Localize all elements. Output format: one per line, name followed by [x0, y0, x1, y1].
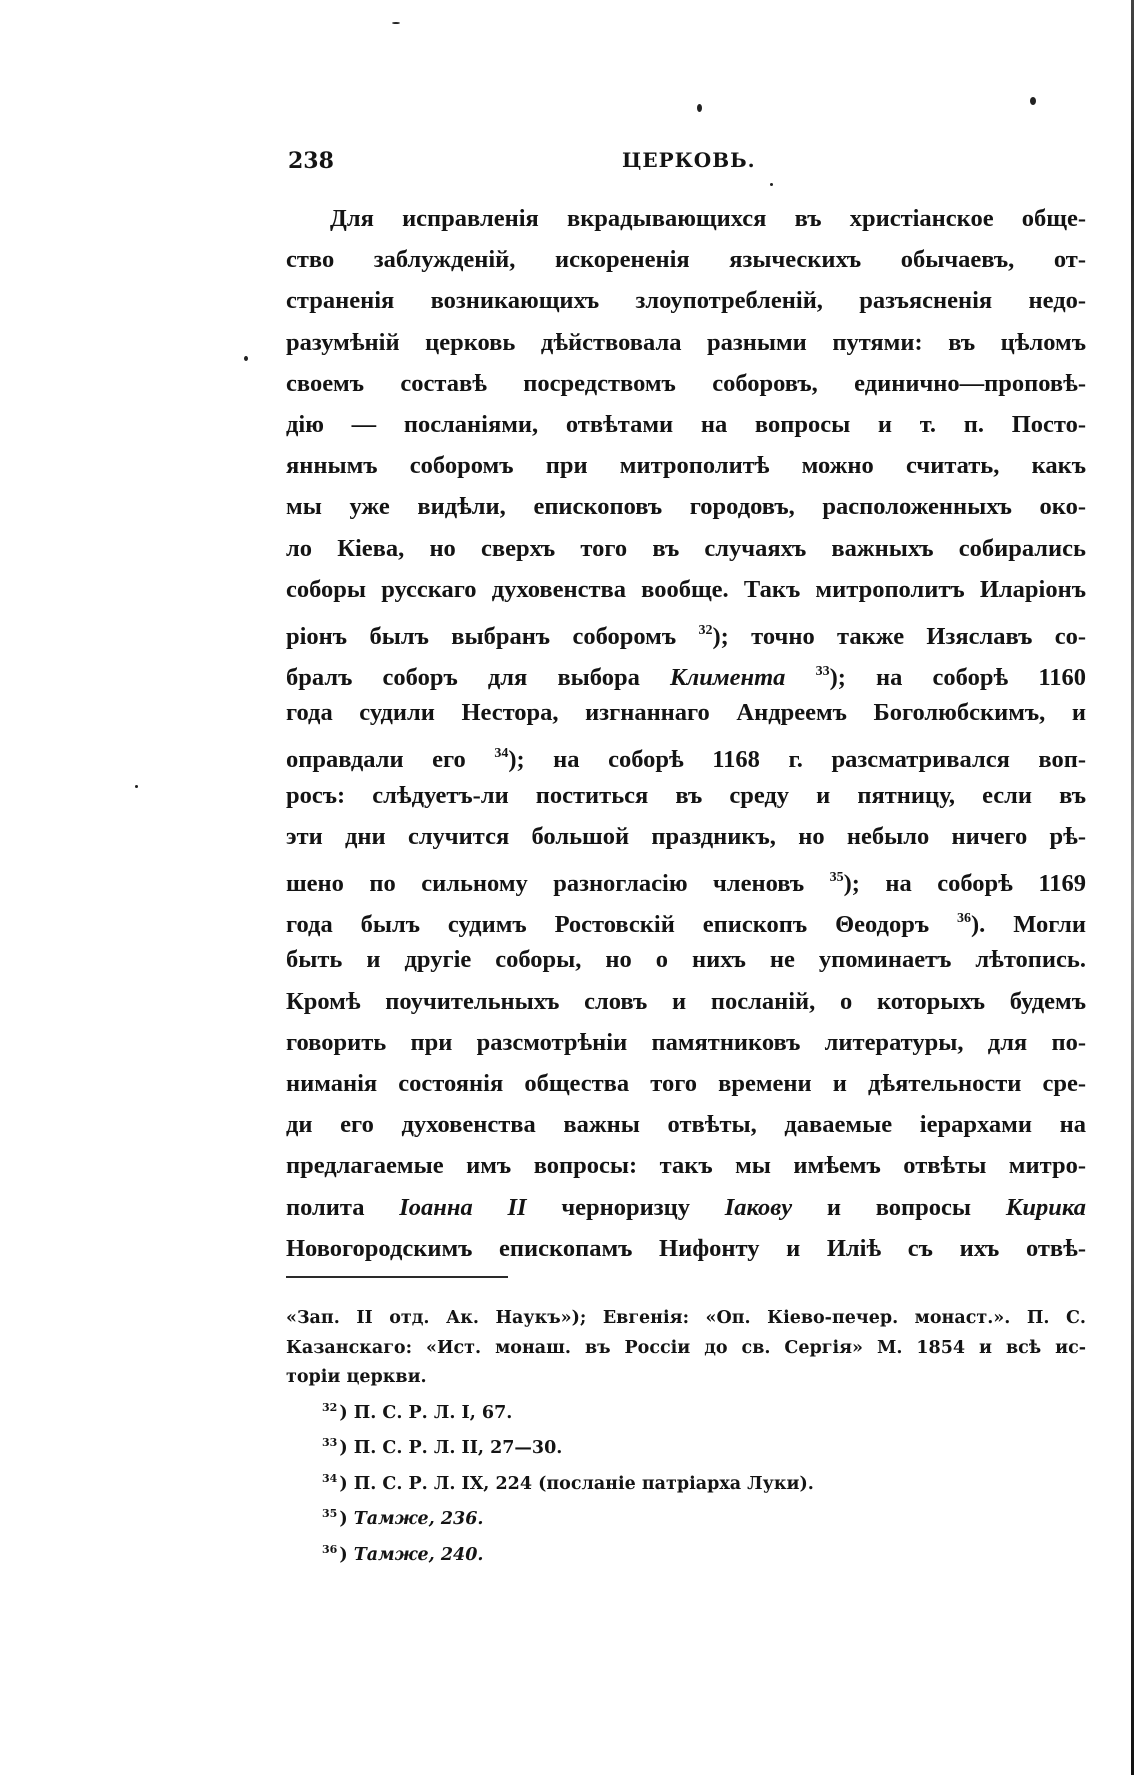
footnote-number: 32 [322, 1400, 338, 1414]
text-line: своемъ составѣ посредствомъ соборовъ, единично—проповѣ- [286, 369, 1086, 397]
footnote-text: Тамже, 240. [353, 1544, 484, 1565]
body-text [286, 198, 1086, 1269]
text-line: говорить при разсмотрѣніи памятниковъ литературы, для по- [286, 1028, 1086, 1056]
text-line: росъ: слѣдуетъ-ли поститься въ среду и пятницу, если въ [286, 781, 1086, 809]
text-line: дію — посланіями, отвѣтами на вопросы и т. п. Посто- [286, 410, 1086, 438]
footnote-item: $^{34}$ ) П. С. Р. Л. IX, 224 (посланіе патріарха Луки). [322, 1471, 814, 1494]
text-line: мы уже видѣли, епископовъ городовъ, расположенныхъ око- [286, 493, 1086, 521]
footnote-text: П. С. Р. Л. I, 67. [353, 1402, 513, 1423]
footnote-item: $^{32}$ ) П. С. Р. Л. I, 67. [322, 1400, 513, 1423]
text-line: ди его духовенства важны отвѣты, даваемые іерархами на [286, 1111, 1086, 1139]
footnote-item: $^{35}$ ) Тамже, 236. [322, 1507, 484, 1529]
text-line: яннымъ соборомъ при митрополитѣ можно считать, какъ [286, 452, 1086, 480]
footnote-continuation-line: «Зап. II отд. Ак. Наукъ»); Евгенія: «Оп. Кіево-печер. монаст.». П. С. [286, 1308, 1086, 1328]
page-number: 238 [288, 148, 334, 174]
footnote-number: 34 [322, 1471, 338, 1485]
footnote-number: 33 [322, 1436, 338, 1449]
text-line: эти дни случится большой праздникъ, но небыло ничего рѣ- [286, 822, 1086, 850]
scan-speck [1030, 97, 1036, 105]
text-line: ство заблужденій, искорененія языческихъ обычаевъ, от- [286, 246, 1086, 274]
footnote-rule [286, 1276, 508, 1278]
footnote-number: 36 [322, 1542, 338, 1556]
footnote-item: $^{36}$ ) Тамже, 240. [322, 1542, 484, 1565]
footnote-number: 35 [322, 1507, 338, 1520]
footnote-text: Тамже, 236. [353, 1509, 484, 1529]
text-line: Кромѣ поучительныхъ словъ и посланій, о которыхъ будемъ [286, 987, 1086, 1015]
text-line: года былъ судимъ Ростовскій епископъ Θеодоръ $^{36}$). Могли [286, 911, 1086, 939]
text-line: ріонъ былъ выбранъ соборомъ $^{32}$); точно также Изяславъ со- [286, 622, 1086, 650]
footnote-ref: 33 [815, 664, 830, 680]
footnote-continuation-line: торіи церкви. [286, 1367, 427, 1387]
text-line: соборы русскаго духовенства вообще. Такъ митрополитъ Иларіонъ [286, 575, 1086, 603]
text-line: разумѣній церковь дѣйствовала разными путями: въ цѣломъ [286, 328, 1086, 356]
footnote-item: $^{33}$ ) П. С. Р. Л. II, 27—30. [322, 1436, 563, 1458]
page-edge-shadow [1131, 0, 1134, 1775]
scan-speck [244, 356, 248, 361]
text-line: Для исправленія вкрадывающихся въ христіанское обще- [330, 205, 1086, 232]
text-line: ниманія состоянія общества того времени и дѣятельности сре- [286, 1069, 1086, 1097]
text-line: Новогородскимъ епископамъ Нифонту и Иліѣ съ ихъ отвѣ- [286, 1234, 1086, 1262]
footnote-ref: 34 [494, 746, 509, 762]
running-title: ЦЕРКОВЬ. [622, 148, 756, 172]
italic-name: Кирика [1005, 1193, 1086, 1221]
footnote-ref: 36 [957, 911, 972, 927]
text-line: года судили Нестора, изгнаннаго Андреемъ Боголюбскимъ, и [286, 699, 1086, 727]
footnotes [286, 1304, 1086, 1570]
italic-name: Климента [670, 664, 786, 692]
text-line: ло Кіева, но сверхъ того въ случаяхъ важныхъ собирались [286, 534, 1086, 562]
text-line: оправдали его $^{34}$); на соборѣ 1168 г. разсматривался воп- [286, 746, 1086, 774]
text-line: страненія возникающихъ злоупотребленій, разъясненія недо- [286, 287, 1086, 315]
text-line: шено по сильному разногласію членовъ $^{35}$); на соборѣ 1169 [286, 870, 1086, 897]
text-line: быть и другіе соборы, но о нихъ не упоминаетъ лѣтопись. [286, 946, 1086, 974]
text-line: бралъ соборъ для выбора Климента $^{33}$); на соборѣ 1160 [286, 664, 1086, 692]
scan-speck [135, 785, 138, 788]
running-head [288, 148, 1088, 178]
scan-speck [392, 22, 400, 24]
text-line: предлагаемые имъ вопросы: такъ мы имѣемъ отвѣты митро- [286, 1152, 1086, 1180]
footnote-ref: 35 [829, 870, 844, 885]
footnote-text: П. С. Р. Л. IX, 224 (посланіе патріарха Луки). [353, 1473, 814, 1494]
footnote-ref: 32 [698, 622, 713, 638]
text-line: полита Іоанна II черноризцу Іакову и вопросы Кирика [286, 1193, 1086, 1221]
scan-speck [770, 183, 773, 186]
italic-name: Іоанна II [399, 1193, 527, 1221]
footnote-text: П. С. Р. Л. II, 27—30. [353, 1438, 563, 1458]
footnote-continuation-line: Казанскаго: «Ист. монаш. въ Россіи до св. Сергія» М. 1854 и всѣ ис- [286, 1337, 1086, 1358]
scan-speck [697, 104, 702, 112]
italic-name: Іакову [724, 1193, 793, 1221]
